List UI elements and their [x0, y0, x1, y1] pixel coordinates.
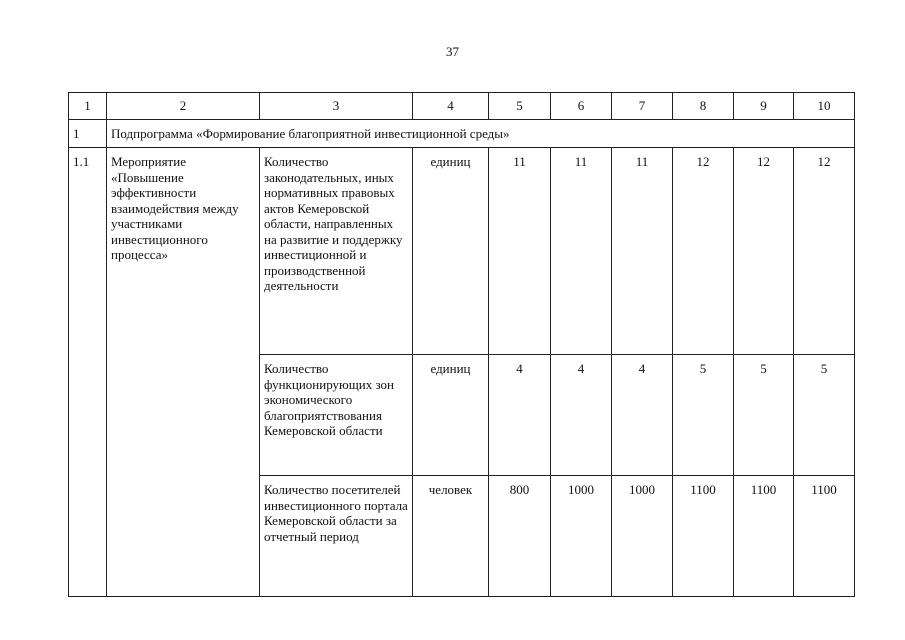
indicator-value: 5: [734, 355, 794, 476]
subprogram-title: Подпрограмма «Формирование благоприятной инвестиционной среды»: [107, 120, 855, 148]
header-cell: 5: [489, 93, 551, 120]
header-cell: 9: [734, 93, 794, 120]
indicator-value: 1000: [612, 476, 673, 597]
subprogram-row: [69, 120, 855, 148]
indicator-name: Количество функционирующих зон экономического благоприятствования Кемеровской области: [260, 355, 413, 476]
header-cell: 6: [551, 93, 612, 120]
indicator-value: 1100: [734, 476, 794, 597]
measure-number: 1.1: [69, 148, 107, 597]
indicators-table: [68, 92, 855, 597]
indicator-unit: единиц: [413, 148, 489, 355]
indicator-value: 11: [551, 148, 612, 355]
indicator-value: 11: [612, 148, 673, 355]
indicator-value: 1100: [794, 476, 855, 597]
subprogram-number: 1: [69, 120, 107, 148]
indicator-value: 1000: [551, 476, 612, 597]
indicator-value: 5: [794, 355, 855, 476]
indicator-unit: человек: [413, 476, 489, 597]
header-cell: 4: [413, 93, 489, 120]
indicator-value: 4: [489, 355, 551, 476]
indicator-value: 12: [734, 148, 794, 355]
indicator-value: 4: [551, 355, 612, 476]
header-cell: 3: [260, 93, 413, 120]
indicator-value: 800: [489, 476, 551, 597]
indicator-value: 12: [794, 148, 855, 355]
measure-name: Мероприятие «Повышение эффективности взаимодействия между участниками инвестиционного процесса»: [107, 148, 260, 597]
indicator-value: 1100: [673, 476, 734, 597]
header-cell: 1: [69, 93, 107, 120]
table-row: [69, 148, 855, 355]
page-number: 37: [446, 44, 459, 59]
header-cell: 10: [794, 93, 855, 120]
indicator-value: 5: [673, 355, 734, 476]
indicator-value: 4: [612, 355, 673, 476]
indicator-name: Количество законодательных, иных нормативных правовых актов Кемеровской области, направленных на развитие и поддержку инвестиционной и производственной деятельности: [260, 148, 413, 355]
indicator-value: 11: [489, 148, 551, 355]
indicator-name: Количество посетителей инвестиционного портала Кемеровской области за отчетный период: [260, 476, 413, 597]
table-header-row: [69, 93, 855, 120]
indicator-value: 12: [673, 148, 734, 355]
header-cell: 7: [612, 93, 673, 120]
header-cell: 2: [107, 93, 260, 120]
header-cell: 8: [673, 93, 734, 120]
indicator-unit: единиц: [413, 355, 489, 476]
